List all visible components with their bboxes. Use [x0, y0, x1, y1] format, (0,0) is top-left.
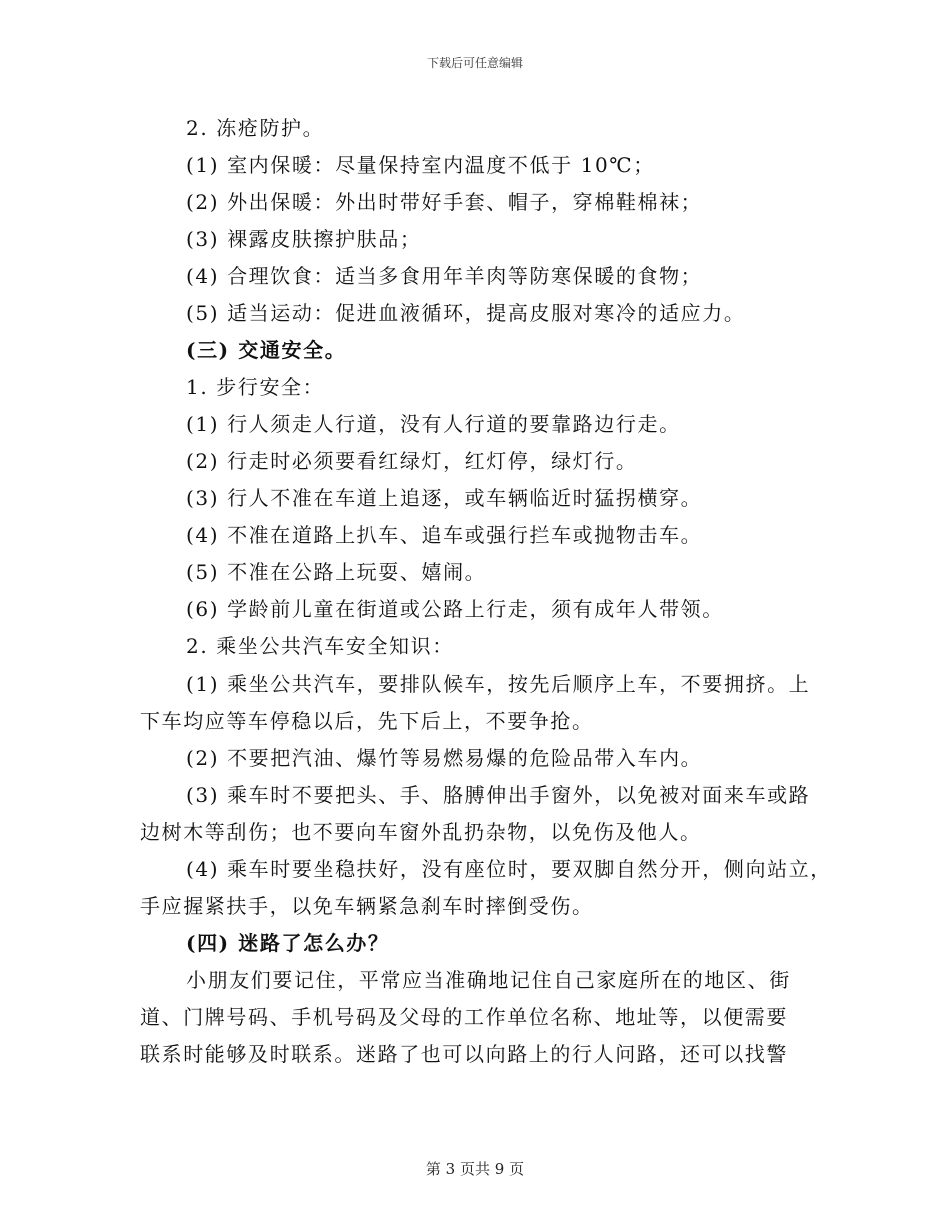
list-item: (2) 不要把汽油、爆竹等易燃易爆的危险品带入车内。 [186, 746, 703, 770]
paragraph-line: 联系时能够及时联系。迷路了也可以向路上的行人问路，还可以找警 [140, 1042, 788, 1066]
paragraph-line: 边树木等刮伤；也不要向车窗外乱扔杂物，以免伤及他人。 [140, 820, 702, 844]
paragraph-line: 手应握紧扶手，以免车辆紧急刹车时摔倒受伤。 [140, 894, 594, 918]
paragraph-line: 道、门牌号码、手机号码及父母的工作单位名称、地址等，以便需要 [140, 1005, 788, 1029]
section-title: (四) 迷路了怎么办？ [186, 931, 390, 955]
list-item: (4) 不准在道路上扒车、追车或强行拦车或抛物击车。 [186, 523, 703, 547]
list-item: (3) 行人不准在车道上追逐，或车辆临近时猛拐横穿。 [186, 486, 703, 510]
list-item: (6) 学龄前儿童在街道或公路上行走，须有成年人带领。 [186, 597, 724, 621]
list-item: (3) 裸露皮肤擦护肤品； [186, 227, 422, 251]
paragraph-line: 小朋友们要记住，平常应当准确地记住自己家庭所在的地区、街 [186, 968, 791, 992]
section-heading: 1. 步行安全： [186, 375, 325, 399]
list-item: (5) 不准在公路上玩耍、嬉闹。 [186, 560, 487, 584]
page-footer: 第 3 页共 9 页 [425, 1160, 525, 1178]
list-item: (2) 行走时必须要看红绿灯，红灯停，绿灯行。 [186, 449, 638, 473]
paragraph-line: 下车均应等车停稳以后，先下后上，不要争抢。 [140, 709, 594, 733]
paragraph-line: (1) 乘坐公共汽车，要排队候车，按先后顺序上车，不要拥挤。上 [186, 672, 811, 696]
list-item: (1) 室内保暖：尽量保持室内温度不低于 10℃； [186, 153, 655, 177]
paragraph-line: (4) 乘车时要坐稳扶好，没有座位时，要双脚自然分开，侧向站立， [186, 857, 832, 881]
list-item: (5) 适当运动：促进血液循环，提高皮服对寒冷的适应力。 [186, 301, 746, 325]
section-heading: 2. 乘坐公共汽车安全知识： [186, 634, 454, 658]
section-heading: 2. 冻疮防护。 [186, 116, 325, 140]
list-item: (4) 合理饮食：适当多食用年羊肉等防寒保暖的食物； [186, 264, 703, 288]
list-item: (1) 行人须走人行道，没有人行道的要靠路边行走。 [186, 412, 681, 436]
list-item: (2) 外出保暖：外出时带好手套、帽子，穿棉鞋棉袜； [186, 190, 703, 214]
page-header: 下载后可任意编辑 [426, 56, 523, 70]
paragraph-line: (3) 乘车时不要把头、手、胳膊伸出手窗外，以免被对面来车或路 [186, 783, 811, 807]
section-title: (三) 交通安全。 [186, 338, 347, 362]
